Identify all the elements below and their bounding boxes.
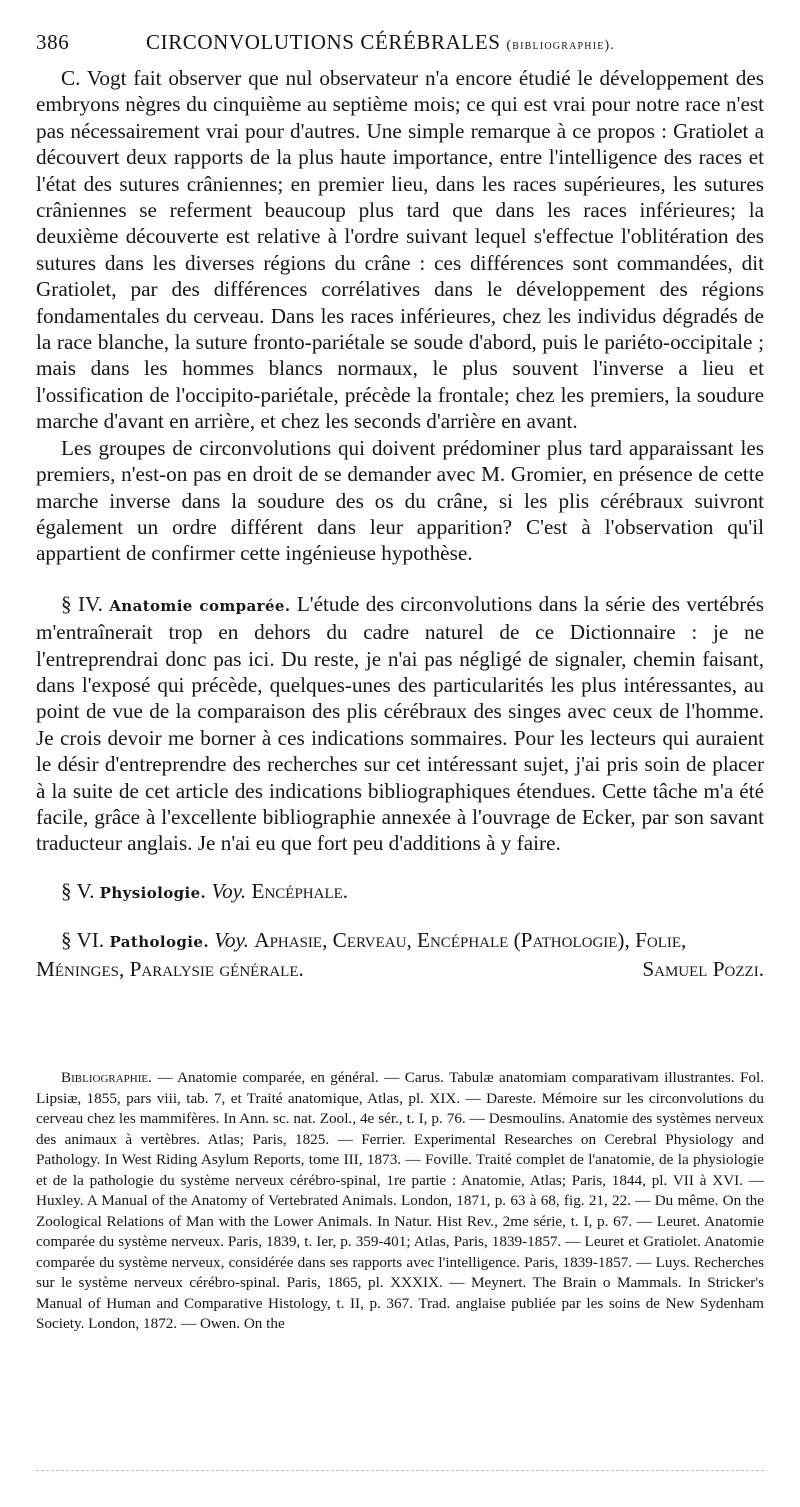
- bibliography-paragraph: [36, 1068, 764, 1335]
- main-text: [36, 65, 764, 982]
- cross-references: Aphasie, Cerveau, Encéphale (Pathologie), Folie,: [254, 928, 687, 953]
- header-title: [146, 30, 615, 55]
- cross-reference: Encéphale.: [251, 878, 349, 903]
- paragraph-vogt: C. Vogt fait observer que nul observateur n'a encore étudié le développement des embryons nègres du cinquième au septième mois; ce qui est vrai pour notre race n'est pas nécessairement vrai pour d'autres. Une simple remarque à ce propos : Gratiolet a découvert deux rapports de la plus haute importance, entre l'intelligence des races et l'état des sutures crâniennes; en premier lieu, dans les races supérieures, les sutures crâniennes se referment beaucoup plus tard que dans les races inférieures; la deuxième découverte est relative à l'ordre suivant lequel s'effectue l'oblitération des sutures dans les diverses régions du crâne : ces différences sont commandées, dit Gratiolet, par des différences corrélatives dans le développement des régions fondamentales du cerveau. Dans les races inférieures, chez les individus dégradés de la race blanche, la suture fronto-pariétale se soude d'abord, puis le pariéto-occipitale ; mais dans les hommes blancs normaux, le plus souvent l'inverse a lieu et l'ossification de l'occipito-pariétale, précède la frontale; chez les premiers, la soudure marche d'avant en arrière, et chez les seconds d'arrière en avant.: [36, 66, 764, 434]
- section-heading: Pathologie.: [109, 933, 209, 952]
- header-title-text: CIRCONVOLUTIONS CÉRÉBRALES: [146, 30, 501, 54]
- section-heading: Physiologie.: [99, 883, 207, 902]
- page-number: 386: [36, 30, 70, 54]
- footer-rule: [36, 1470, 764, 1471]
- section-text: L'étude des circonvolutions dans la série des vertébrés m'entraînerait trop en dehors du cadre naturel de ce Dictionnaire : je ne l'entreprendrai donc pas ici. Du reste, je n'ai pas négligé de signaler, chemin faisant, dans l'exposé qui précède, quelques-unes des particularités les plus intéressantes, au point de vue de la comparaison des plis cérébraux des singes avec ceux de l'homme. Je crois devoir me borner à ces indications sommaires. Pour les lecteurs qui auraient le désir d'entreprendre des recherches sur cet intéressant sujet, j'ai pris soin de placer à la suite de cet article des indications bibliographiques étendues. Cette tâche m'a été facile, grâce à l'excellente bibliographie annexée à l'ouvrage de Ecker, par son savant traducteur anglais. Je n'ai eu que fort peu d'additions à y faire.: [36, 591, 764, 856]
- section-mark: § VI.: [61, 928, 105, 953]
- section-anatomie-comparee: [36, 591, 764, 857]
- author-signature: Samuel Pozzi.: [642, 956, 764, 981]
- section-physiologie: [36, 878, 764, 906]
- paragraph-groupes: Les groupes de circonvolutions qui doivent prédominer plus tard apparaissant les premiers, n'est-on pas en droit de se demander avec M. Gromier, en présence de cette marche inverse dans la soudure des os du crâne, si les plis cérébraux suivront également un ordre différent dans leur apparition? C'est à l'observation qu'il appartient de confirmer cette ingénieuse hypothèse.: [36, 435, 764, 566]
- pathologie-second-line: [36, 956, 764, 982]
- bibliography-text: — Anatomie comparée, en général. — Carus. Tabulæ anatomiam comparativam illustrantes. Fol. Lipsiæ, 1855, pars viii, tab. 7, et Traité anatomique, Atlas, pl. XIX. — Dareste. Mémoire sur les circonvolutions du cerveau chez les mammifères. In Ann. sc. nat. Zool., 4e sér., t. I, p. 76. — Desmoulins. Anatomie des systèmes nerveux des animaux à vertèbres. Atlas; Paris, 1825. — Ferrier. Experimental Researches on Cerebral Physiology and Pathology. In West Riding Asylum Reports, tome III, 1873. — Foville. Traité complet de l'anatomie, de la physiologie et de la pathologie du système nerveux cérébro-spinal, 1re partie : Anatomie, Atlas; Paris, 1844, pl. VII à XVI. — Huxley. A Manual of the Anatomy of Vertebrated Animals. London, 1871, p. 63 à 68, fig. 21, 22. — Du même. On the Zoological Relations of Man with the Lower Animals. In Natur. Hist Rev., 2me série, t. I, p. 67. — Leuret. Anatomie comparée du système nerveux. Paris, 1839, t. Ier, p. 359-401; Atlas, Paris, 1839-1857. — Leuret et Gratiolet. Anatomie comparée du système nerveux, considérée dans ses rapports avec l'intelligence. Paris, 1839-1857. — Luys. Recherches sur le système nerveux cérébro-spinal. Paris, 1865, pl. XXXIX. — Meynert. The Brain o Mammals. In Stricker's Manual of Human and Comparative Histology, t. II, p. 367. Trad. anglaise publiée par les soins de New Sydenham Society. London, 1872. — Owen. On the: [36, 1069, 765, 1332]
- header-subtitle: (bibliographie).: [506, 38, 616, 53]
- section-mark: § IV.: [61, 591, 103, 616]
- cross-references-continued: Méninges, Paralysie générale.: [36, 956, 304, 981]
- voy-label: Voy.: [211, 878, 247, 903]
- voy-label: Voy.: [214, 928, 249, 953]
- section-pathologie: [36, 927, 764, 955]
- section-heading: Anatomie comparée.: [109, 596, 291, 615]
- section-mark: § V.: [61, 878, 95, 903]
- bibliography-label: Bibliographie.: [61, 1069, 152, 1086]
- running-header: [36, 30, 768, 60]
- bibliography: [36, 1068, 764, 1335]
